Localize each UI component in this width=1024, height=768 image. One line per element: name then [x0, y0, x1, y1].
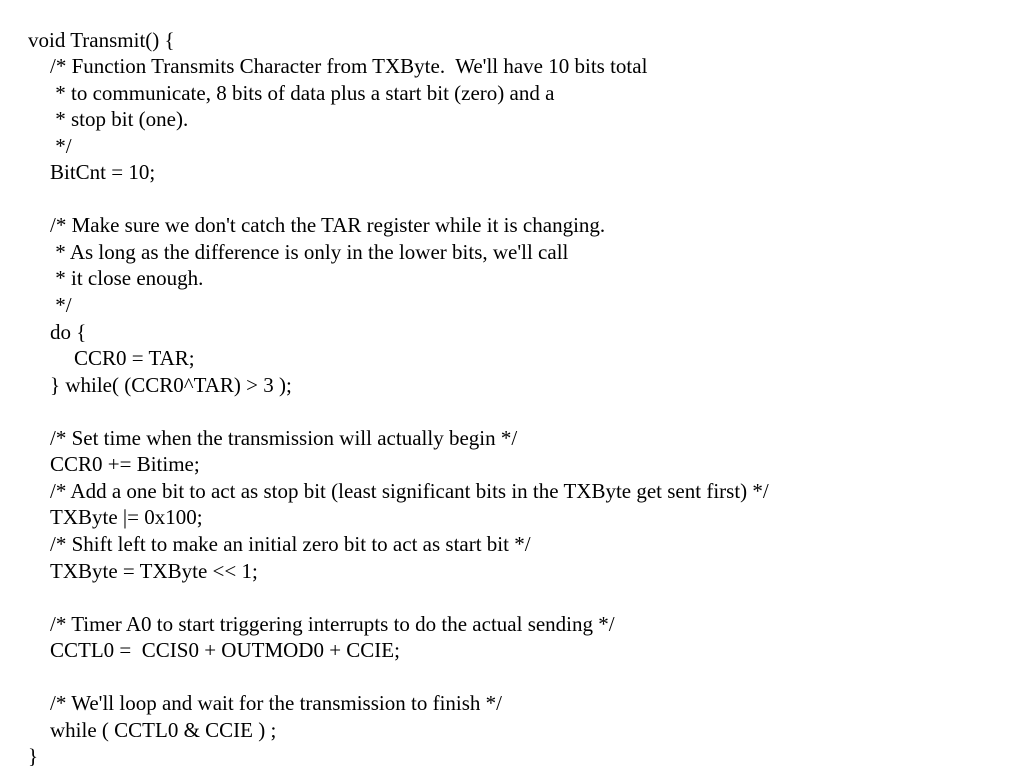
code-line: * stop bit (one).	[50, 107, 189, 131]
code-line: /* Timer A0 to start triggering interrupts to do the actual sending */	[50, 612, 615, 636]
code-line: }	[28, 744, 39, 768]
code-line: TXByte |= 0x100;	[50, 505, 203, 529]
code-line: /* Function Transmits Character from TXByte. We'll have 10 bits total	[50, 54, 648, 78]
code-line: /* Make sure we don't catch the TAR register while it is changing.	[50, 213, 606, 237]
code-line: while ( CCTL0 & CCIE ) ;	[50, 718, 277, 742]
code-line: * it close enough.	[50, 266, 204, 290]
code-line: * to communicate, 8 bits of data plus a start bit (zero) and a	[50, 81, 555, 105]
code-line: /* Add a one bit to act as stop bit (least significant bits in the TXByte get sent first) */	[50, 479, 769, 503]
code-line: */	[50, 293, 72, 317]
code-line: CCR0 += Bitime;	[50, 452, 200, 476]
code-line: CCTL0 = CCIS0 + OUTMOD0 + CCIE;	[50, 638, 400, 662]
code-line: } while( (CCR0^TAR) > 3 );	[50, 373, 292, 397]
code-line: /* Shift left to make an initial zero bit to act as start bit */	[50, 532, 531, 556]
code-line: */	[50, 134, 72, 158]
code-line: /* Set time when the transmission will actually begin */	[50, 426, 518, 450]
code-line: /* We'll loop and wait for the transmission to finish */	[50, 691, 502, 715]
code-line: TXByte = TXByte << 1;	[50, 559, 258, 583]
code-line: do {	[50, 320, 87, 344]
code-line: CCR0 = TAR;	[74, 346, 195, 370]
code-line: void Transmit() {	[28, 28, 175, 52]
code-line: * As long as the difference is only in the lower bits, we'll call	[50, 240, 569, 264]
code-line: BitCnt = 10;	[50, 160, 156, 184]
